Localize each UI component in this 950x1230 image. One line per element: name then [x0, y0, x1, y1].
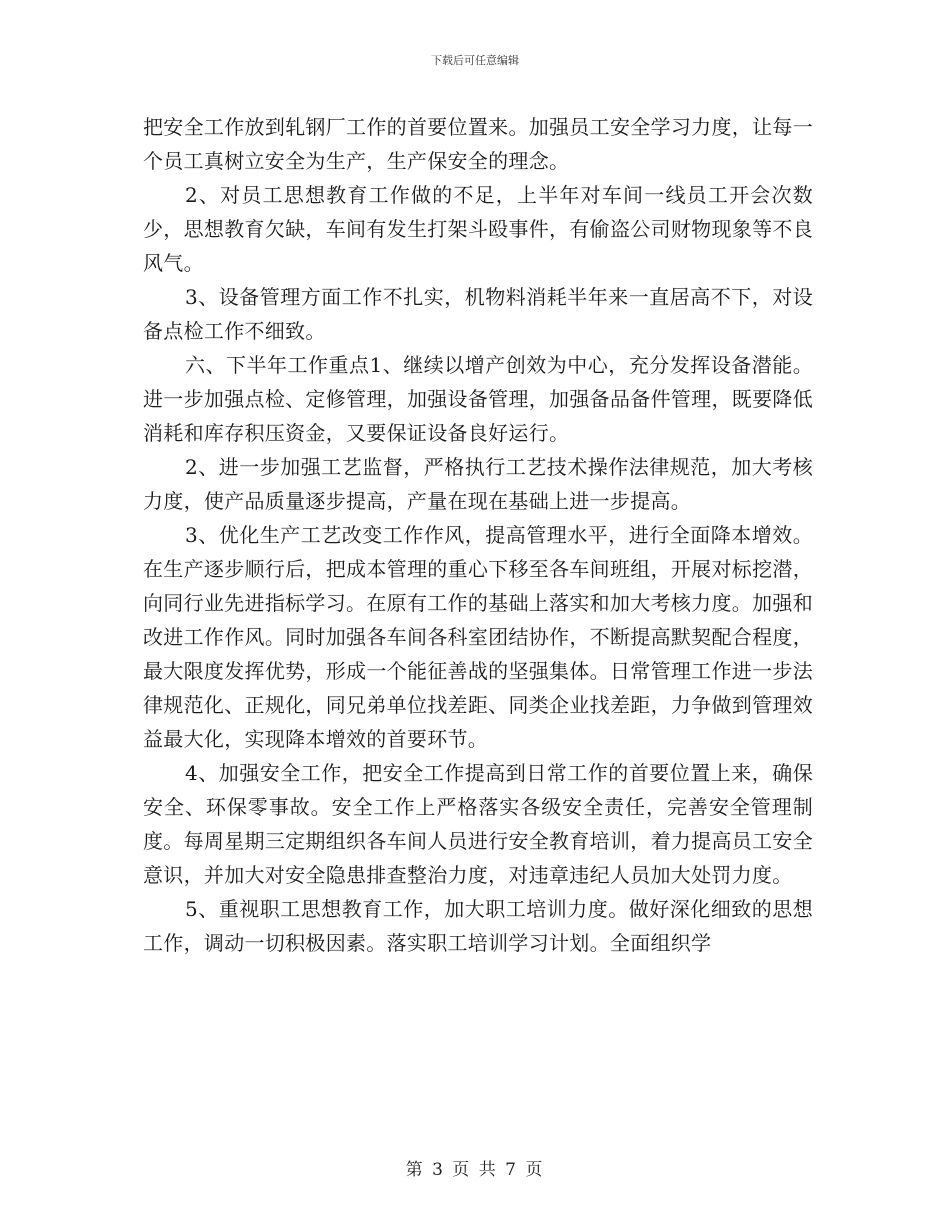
page-number: 第 3 页 共 7 页 — [405, 1160, 545, 1180]
paragraph-plan-4: 4、加强安全工作，把安全工作提高到日常工作的首要位置上来，确保安全、环保零事故。安全工作上严格落实各级安全责任，完善安全管理制度。每周星期三定期组织各车间人员进行安全教育培训，着力提高员工安全意识，并加大对安全隐患排查整治力度，对违章违纪人员加大处罚力度。 — [143, 761, 813, 887]
paragraph-plan-3: 3、优化生产工艺改变工作作风，提高管理水平，进行全面降本增效。在生产逐步顺行后，把成本管理的重心下移至各车间班组，开展对标挖潜，向同行业先进指标学习。在原有工作的基础上落实和加大考核力度。加强和改进工作作风。同时加强各车间各科室团结协作，不断提高默契配合程度，最大限度发挥优势，形成一个能征善战的坚强集体。日常管理工作进一步法律规范化、正规化，同兄弟单位找差距、同类企业找差距，力争做到管理效益最大化，实现降本增效的首要环节。 — [143, 523, 813, 751]
document-body — [143, 110, 813, 960]
paragraph-continuation: 把安全工作放到轧钢厂工作的首要位置来。加强员工安全学习力度，让每一个员工真树立安全为生产，生产保安全的理念。 — [143, 115, 813, 173]
paragraph-item-3: 3、设备管理方面工作不扎实，机物料消耗半年来一直居高不下，对设备点检工作不细致。 — [143, 285, 813, 343]
paragraph-plan-2: 2、进一步加强工艺监督，严格执行工艺技术操作法律规范，加大考核力度，使产品质量逐步提高，产量在现在基础上进一步提高。 — [143, 455, 813, 513]
paragraph-plan-5: 5、重视职工思想教育工作，加大职工培训力度。做好深化细致的思想工作，调动一切积极因素。落实职工培训学习计划。全面组织学 — [143, 897, 813, 955]
paragraph-item-2: 2、对员工思想教育工作做的不足，上半年对车间一线员工开会次数少，思想教育欠缺，车间有发生打架斗殴事件，有偷盗公司财物现象等不良风气。 — [143, 183, 813, 275]
paragraph-section-6: 六、下半年工作重点1、继续以增产创效为中心，充分发挥设备潜能。进一步加强点检、定修管理，加强设备管理，加强备品备件管理，既要降低消耗和库存积压资金，又要保证设备良好运行。 — [143, 353, 813, 445]
page-header: 下载后可任意编辑 — [431, 54, 519, 67]
